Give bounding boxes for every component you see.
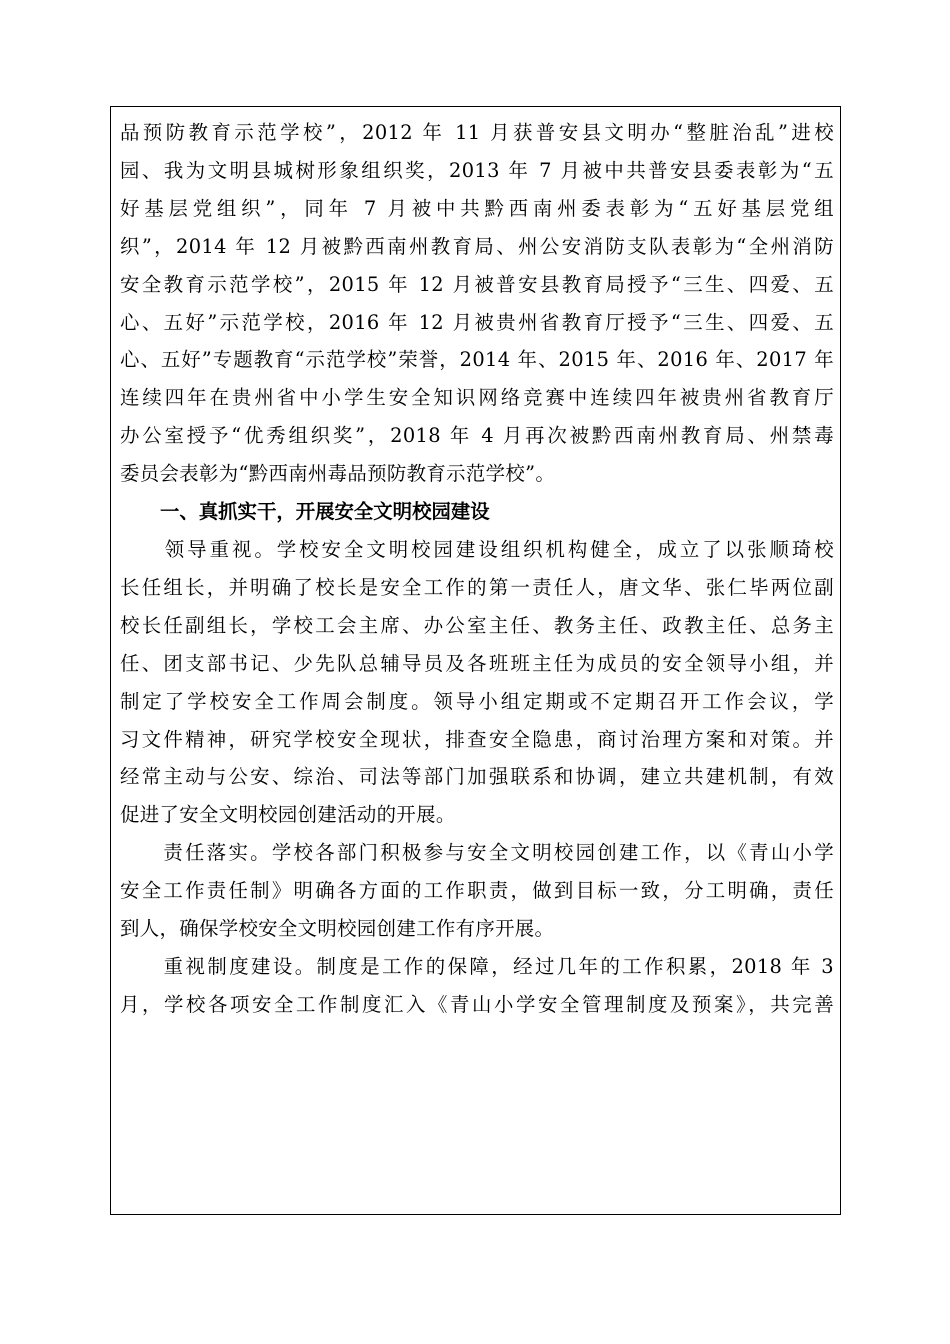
text-line: 委员会表彰为“黔西南州毒品预防教育示范学校”。 — [120, 462, 556, 486]
text-line: 校长任副组长，学校工会主席、办公室主任、教务主任、政教主任、总务主 — [120, 613, 834, 637]
paragraph-awards — [120, 114, 834, 493]
text-line: 促进了安全文明校园创建活动的开展。 — [120, 803, 456, 827]
text-line: 重视制度建设。制度是工作的保障，经过几年的工作积累，2018 年 3 — [120, 954, 834, 978]
text-line: 任、团支部书记、少先队总辅导员及各班班主任为成员的安全领导小组，并 — [120, 651, 834, 675]
text-line: 安全工作责任制》明确各方面的工作职责，做到目标一致，分工明确，责任 — [120, 879, 834, 903]
text-line: 园、我为文明县城树形象组织奖，2013 年 7 月被中共普安县委表彰为“五 — [120, 158, 834, 182]
text-line: 心、五好”示范学校，2016 年 12 月被贵州省教育厅授予“三生、四爱、五 — [120, 310, 834, 334]
text-line: 领导重视。学校安全文明校园建设组织机构健全，成立了以张顺琦校 — [120, 537, 834, 561]
text-line: 月，学校各项安全工作制度汇入《青山小学安全管理制度及预案》，共完善 — [120, 992, 834, 1016]
text-line: 责任落实。学校各部门积极参与安全文明校园创建工作，以《青山小学 — [120, 841, 834, 865]
section-heading: 一、真抓实干，开展安全文明校园建设 — [160, 500, 490, 524]
text-line: 制定了学校安全工作周会制度。领导小组定期或不定期召开工作会议，学 — [120, 689, 834, 713]
text-line: 好基层党组织”，同年 7 月被中共黔西南州委表彰为“五好基层党组 — [120, 196, 834, 220]
text-line: 织”，2014 年 12 月被黔西南州教育局、州公安消防支队表彰为“全州消防 — [120, 234, 834, 258]
text-line: 到人，确保学校安全文明校园创建工作有序开展。 — [120, 917, 555, 941]
document-frame — [110, 106, 841, 1215]
text-line: 安全教育示范学校”，2015 年 12 月被普安县教育局授予“三生、四爱、五 — [120, 272, 834, 296]
paragraph-leadership — [120, 531, 834, 834]
paragraph-responsibility — [120, 834, 834, 948]
text-line: 品预防教育示范学校”，2012 年 11 月获普安县文明办“整脏治乱”进校 — [120, 121, 834, 144]
text-line: 习文件精神，研究学校安全现状，排查安全隐患，商讨治理方案和对策。并 — [120, 727, 834, 751]
text-line: 长任组长，并明确了校长是安全工作的第一责任人，唐文华、张仁毕两位副 — [120, 575, 834, 599]
text-line: 心、五好”专题教育“示范学校”荣誉，2014 年、2015 年、2016 年、2017 年 — [120, 348, 834, 372]
text-line: 办公室授予“优秀组织奖”，2018 年 4 月再次被黔西南州教育局、州禁毒 — [120, 424, 834, 448]
text-line: 连续四年在贵州省中小学生安全知识网络竞赛中连续四年被贵州省教育厅 — [120, 386, 834, 410]
text-line: 经常主动与公安、综治、司法等部门加强联系和协调，建立共建机制，有效 — [120, 765, 834, 789]
document-body — [120, 114, 834, 1024]
paragraph-system — [120, 948, 834, 1024]
